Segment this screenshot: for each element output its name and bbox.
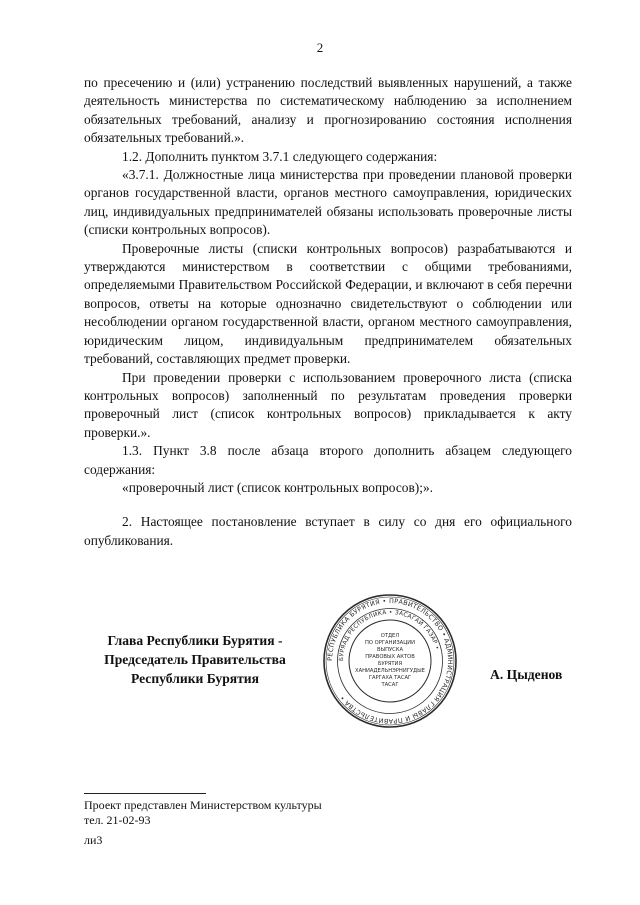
paragraph-1: по пресечению и (или) устранению последствий выявленных нарушений, а также деятельность министерства по систематическому наблюдению за исполнением обязательных требований, анализу и прогнозированию состояния исполнения обязательных требований.». — [84, 75, 572, 146]
paragraph-4: Проверочные листы (списки контрольных вопросов) разрабатываются и утверждаются министерством в соответствии с общими требованиями, определяемыми Правительством Российской Федерации, и включают в себя перечни вопросов, ответы на которые однозначно свидетельствуют о соблюдении или несоблюдении органом государственной власти, органом местного самоуправления, юридическим лицом, индивидуальным предпринимателем обязательных требований, составляющих предмет проверки. — [84, 240, 572, 367]
seal-outer-text: РЕСПУБЛИКА БУРЯТИЯ • ПРАВИТЕЛЬСТВО • АДМИНИСТРАЦИЯ ГЛАВЫ И ПРАВИТЕЛЬСТВА • — [325, 596, 455, 726]
page-number: 2 — [316, 40, 324, 55]
seal-center-line-7: ГАРГАХА ТАСАГ — [368, 675, 412, 681]
seal-center-line-5: БУРЯТИЯ — [377, 661, 403, 667]
document-code: ли3 — [84, 833, 103, 847]
signatory-title-line-3: Республики Бурятия — [130, 671, 259, 686]
paragraph-7: «проверочный лист (список контрольных вопросов);». — [122, 479, 434, 495]
signatory-title-line-2: Председатель Правительства — [104, 652, 286, 667]
seal-center-line-3: ВЫПУСКА — [376, 647, 404, 653]
seal-center-line-8: ТАСАГ — [381, 682, 399, 688]
footnote-divider — [84, 793, 206, 794]
paragraph-8: 2. Настоящее постановление вступает в силу со дня его официального опубликования. — [84, 514, 572, 548]
document-body — [84, 74, 572, 550]
seal-center-line-1: ОТДЕЛ — [380, 633, 400, 639]
seal-center-line-4: ПРАВОВЫХ АКТОВ — [365, 654, 415, 660]
signatory-title — [84, 631, 306, 688]
seal-center-line-6: ХАНИАДЕЛЬНЭРНИГУДЫЕ — [355, 668, 425, 674]
signatory-title-line-1: Глава Республики Бурятия - — [107, 633, 283, 648]
paragraph-5: При проведении проверки с использованием проверочного листа (списка контрольных вопросов) заполненный по результатам проведения проверки проверочный лист (список контрольных вопросов) прикладывается к акту проверки.». — [84, 369, 572, 440]
paragraph-2: 1.2. Дополнить пунктом 3.7.1 следующего содержания: — [122, 148, 438, 164]
paragraph-6: 1.3. Пункт 3.8 после абзаца второго дополнить абзацем следующего содержания: — [84, 443, 572, 477]
official-seal-icon — [322, 593, 458, 729]
paragraph-3: «3.7.1. Должностные лица министерства при проведении плановой проверки органов государственной власти, органов местного самоуправления, юридических лиц, индивидуальных предпринимателей обязаны использовать проверочные листы (списки контрольных вопросов). — [84, 167, 572, 238]
seal-center-line-2: ПО ОРГАНИЗАЦИИ — [364, 640, 416, 646]
footer-line-2: тел. 21-02-93 — [84, 813, 151, 827]
footer-line-1: Проект представлен Министерством культуры — [84, 798, 322, 812]
seal-inner-text: БУРЯАД РЕСПУБЛИКА • ЗАСАГАЙ ГАЗАР • — [338, 609, 440, 662]
signatory-name: А. Цыденов — [490, 667, 563, 682]
